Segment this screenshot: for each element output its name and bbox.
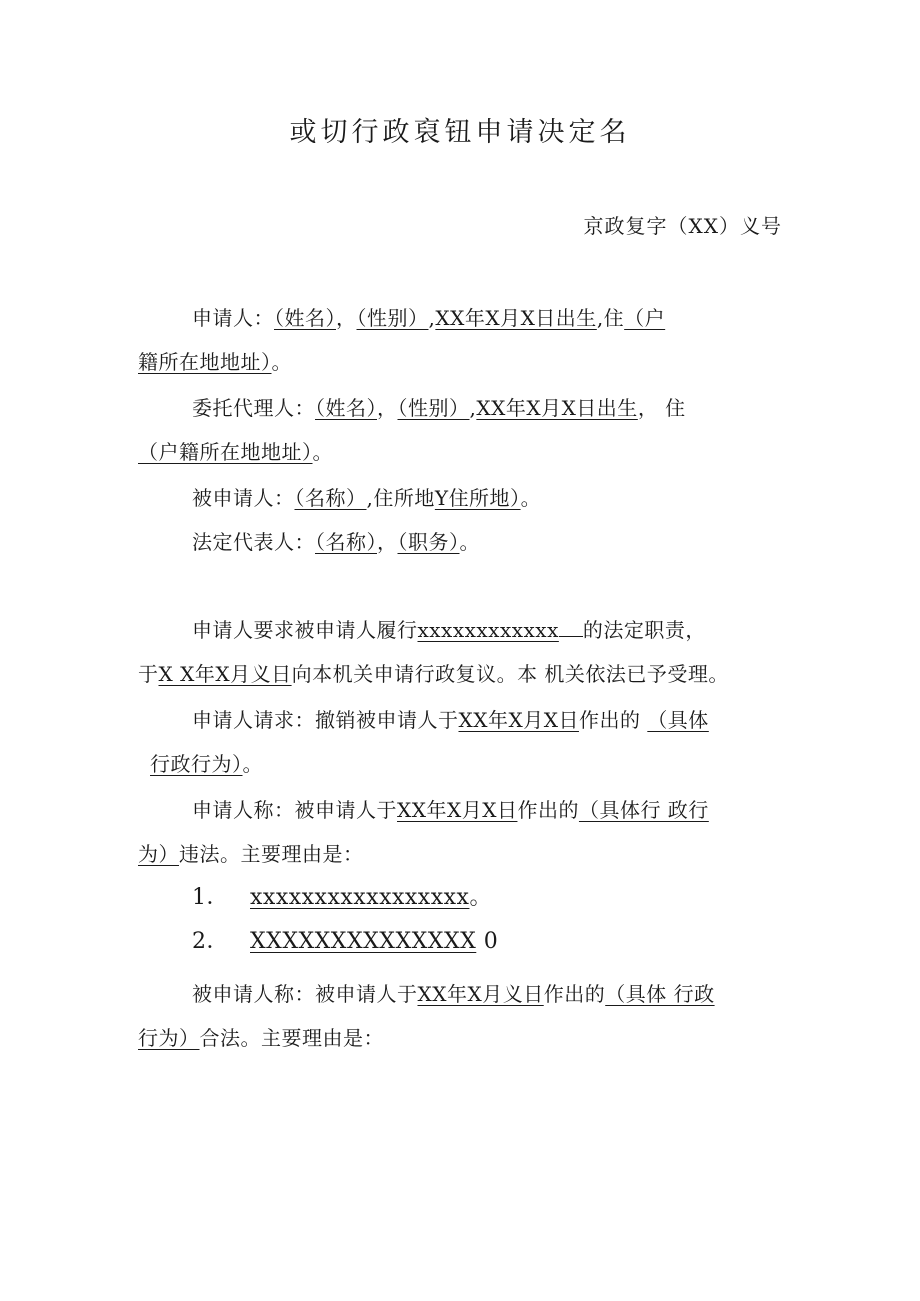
legal-rep-name: （名称） [315,530,377,554]
decision-date: XX年X月X日 [397,798,518,822]
applicant-line-1 [192,302,665,331]
agent-line-2 [138,436,333,465]
text: 申请人称：被申请人于 [192,798,397,822]
specific-act-part2: 为） [138,842,179,866]
text: 0 [476,929,499,954]
applicant-address-part2: 籍所在地地址） [138,350,272,374]
paragraph-1-line-1 [192,614,706,643]
text: 违法。主要理由是： [179,842,364,866]
list-text: XXXXXXXXXXXXXX [250,929,477,954]
applicant-label: 申请人： [192,306,274,330]
agent-address: （户籍所在地地址） [138,440,313,464]
applicant-name: （姓名） [274,306,336,330]
period: 。 [312,440,333,464]
respondent-label: 被申请人： [192,486,295,510]
period: 。 [271,350,292,374]
period: 。 [520,486,542,510]
agent-label: 委托代理人： [192,396,315,420]
paragraph-2-line-1 [192,704,709,733]
legal-rep-line [192,526,480,555]
respondent-line [192,482,541,511]
respondent-address: Y住所地） [434,486,521,510]
paragraph-3-line-2 [138,838,364,867]
text: 合法。主要理由是： [199,1026,384,1050]
text: 申请人请求：撤销被申请人于 [192,708,459,732]
paragraph-4-line-1 [192,978,715,1007]
applicant-gender: （性别） [356,306,429,330]
specific-act-part1: （具体行 政行 [578,798,709,822]
legal-rep-label: 法定代表人： [192,530,315,554]
separator: , [469,396,477,420]
text: 作出的 [543,982,606,1006]
text: 被申请人称：被申请人于 [192,982,418,1006]
list-item [192,880,492,911]
separator: , [428,306,436,330]
specific-act-part2: 行政行为） [150,752,243,776]
application-date: X X年X月义日 [158,662,292,686]
text: 于 [138,662,159,686]
applicant-address-part1: （户 [624,306,666,330]
specific-act-part1: （具体 行政 [605,982,715,1006]
applicant-line-2 [138,346,292,375]
text: 向本机关申请行政复议。本 机关依法已予受理。 [291,662,729,686]
text: 作出的 [578,708,648,732]
separator: ， [377,530,398,554]
specific-act-part1: （具体 [647,708,709,732]
list-text: xxxxxxxxxxxxxxxxx [250,885,470,910]
paragraph-2-line-2 [150,748,263,777]
paragraph-3-line-1 [192,794,709,823]
statutory-duty: xxxxxxxxxxxx [417,618,559,642]
specific-act-part2: 行为） [138,1026,200,1050]
separator: ,住 [596,306,625,330]
separator: ， [336,306,357,330]
separator: ,住所地 [366,486,435,510]
agent-birth: XX年X月X日出生 [476,396,638,420]
separator: ， [377,396,398,420]
legal-rep-title: （职务） [397,530,460,554]
agent-name: （姓名） [315,396,377,420]
document-title: 或切行政裒钮申请决定名 [289,117,631,148]
applicant-birth: XX年X月X日出生 [435,306,597,330]
decision-date: XX年X月X日 [458,708,579,732]
paragraph-1-line-2 [138,658,729,687]
text: 。 [242,752,263,776]
period: 。 [459,530,480,554]
text: 。 [469,885,492,910]
list-number: 1． [192,885,229,910]
decision-date: XX年X月义日 [417,982,544,1006]
list-item [192,924,498,955]
paragraph-4-line-2 [138,1022,384,1051]
document-number: 京政复字（XX）义号 [583,214,782,238]
text: 的法定职责， [582,618,706,642]
text: 作出的 [517,798,579,822]
text: 申请人要求被申请人履行 [192,618,418,642]
agent-line-1 [192,392,686,421]
respondent-name: （名称） [294,486,367,510]
agent-gender: （性别） [397,396,470,420]
separator: ， 住 [637,396,686,420]
list-number: 2． [192,929,229,954]
